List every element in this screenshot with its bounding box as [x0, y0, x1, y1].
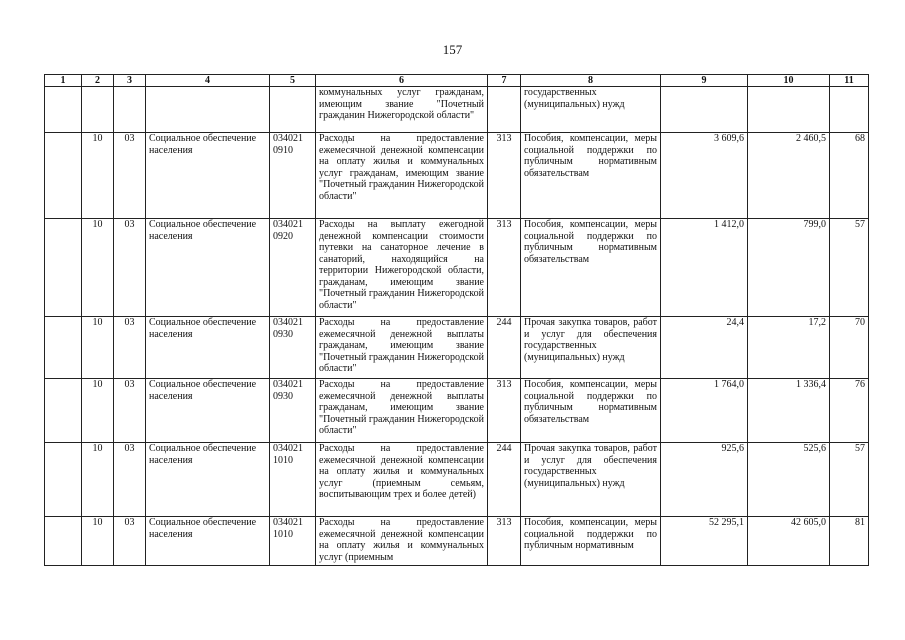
cell-subsection [114, 87, 146, 133]
col-header-4: 4 [146, 75, 270, 87]
cell-target-code: 034021 0930 [270, 379, 316, 443]
cell-section: 10 [82, 133, 114, 219]
cell-description: Расходы на предоставление ежемесячной денежной выплаты гражданам, имеющим звание "Почетный гражданин Нижегородской области" [316, 317, 488, 379]
table-row [45, 443, 869, 517]
cell-expense-type [488, 87, 521, 133]
cell-section-name: Социальное обеспечение населения [146, 133, 270, 219]
cell-c1 [45, 443, 82, 517]
cell-planned: 3 609,6 [661, 133, 748, 219]
budget-table [44, 74, 869, 566]
col-header-1: 1 [45, 75, 82, 87]
cell-expense-type: 244 [488, 317, 521, 379]
cell-actual: 525,6 [748, 443, 830, 517]
table-row [45, 517, 869, 566]
cell-section: 10 [82, 517, 114, 566]
cell-description: коммунальных услуг гражданам, имеющим звание "Почетный гражданин Нижегородской области" [316, 87, 488, 133]
cell-subsection: 03 [114, 379, 146, 443]
cell-expense-name: Пособия, компенсации, меры социальной поддержки по публичным нормативным [521, 517, 661, 566]
col-header-3: 3 [114, 75, 146, 87]
table-row [45, 87, 869, 133]
table-row [45, 317, 869, 379]
cell-section: 10 [82, 317, 114, 379]
cell-expense-name: Пособия, компенсации, меры социальной поддержки по публичным нормативным обязательствам [521, 133, 661, 219]
cell-section-name [146, 87, 270, 133]
col-header-7: 7 [488, 75, 521, 87]
cell-percent: 57 [830, 219, 869, 317]
cell-percent: 76 [830, 379, 869, 443]
cell-actual: 2 460,5 [748, 133, 830, 219]
cell-c1 [45, 379, 82, 443]
cell-percent: 57 [830, 443, 869, 517]
col-header-8: 8 [521, 75, 661, 87]
cell-planned: 1 764,0 [661, 379, 748, 443]
cell-description: Расходы на предоставление ежемесячной денежной выплаты гражданам, имеющим звание "Почетный гражданин Нижегородской области" [316, 379, 488, 443]
cell-subsection: 03 [114, 443, 146, 517]
cell-section: 10 [82, 443, 114, 517]
cell-planned [661, 87, 748, 133]
cell-percent: 70 [830, 317, 869, 379]
cell-description: Расходы на предоставление ежемесячной денежной компенсации на оплату жилья и коммунальных услуг (приемным семьям, воспитывающим трех и более детей) [316, 443, 488, 517]
cell-section-name: Социальное обеспечение населения [146, 443, 270, 517]
cell-c1 [45, 133, 82, 219]
cell-expense-type: 313 [488, 219, 521, 317]
cell-percent: 68 [830, 133, 869, 219]
cell-actual: 42 605,0 [748, 517, 830, 566]
table-row [45, 219, 869, 317]
cell-c1 [45, 517, 82, 566]
cell-description: Расходы на выплату ежегодной денежной компенсации стоимости путевки на санаторное лечение в санаторий, находящийся на территории Нижегородской области, гражданам, имеющим звание "Почетный гражданин Нижегородской области" [316, 219, 488, 317]
cell-expense-name: Прочая закупка товаров, работ и услуг для обеспечения государственных (муниципальных) нужд [521, 317, 661, 379]
cell-expense-type: 313 [488, 517, 521, 566]
col-header-2: 2 [82, 75, 114, 87]
cell-target-code: 034021 0930 [270, 317, 316, 379]
cell-section-name: Социальное обеспечение населения [146, 517, 270, 566]
cell-target-code [270, 87, 316, 133]
cell-target-code: 034021 1010 [270, 517, 316, 566]
cell-expense-type: 313 [488, 379, 521, 443]
cell-planned: 1 412,0 [661, 219, 748, 317]
cell-target-code: 034021 0920 [270, 219, 316, 317]
cell-section: 10 [82, 219, 114, 317]
header-row [45, 75, 869, 87]
cell-planned: 24,4 [661, 317, 748, 379]
cell-actual [748, 87, 830, 133]
cell-target-code: 034021 1010 [270, 443, 316, 517]
table-row [45, 379, 869, 443]
cell-c1 [45, 87, 82, 133]
col-header-5: 5 [270, 75, 316, 87]
cell-target-code: 034021 0910 [270, 133, 316, 219]
cell-c1 [45, 317, 82, 379]
cell-expense-name: Пособия, компенсации, меры социальной поддержки по публичным нормативным обязательствам [521, 219, 661, 317]
cell-percent [830, 87, 869, 133]
cell-subsection: 03 [114, 219, 146, 317]
page-number: 157 [442, 42, 463, 57]
cell-expense-name: Пособия, компенсации, меры социальной поддержки по публичным нормативным обязательствам [521, 379, 661, 443]
cell-description: Расходы на предоставление ежемесячной денежной компенсации на оплату жилья и коммунальных услуг (приемным [316, 517, 488, 566]
cell-section-name: Социальное обеспечение населения [146, 379, 270, 443]
cell-section [82, 87, 114, 133]
col-header-6: 6 [316, 75, 488, 87]
cell-subsection: 03 [114, 517, 146, 566]
col-header-11: 11 [830, 75, 869, 87]
cell-actual: 799,0 [748, 219, 830, 317]
cell-planned: 925,6 [661, 443, 748, 517]
cell-section-name: Социальное обеспечение населения [146, 317, 270, 379]
cell-expense-name: Прочая закупка товаров, работ и услуг для обеспечения государственных (муниципальных) нужд [521, 443, 661, 517]
cell-section: 10 [82, 379, 114, 443]
cell-expense-type: 313 [488, 133, 521, 219]
cell-subsection: 03 [114, 133, 146, 219]
cell-percent: 81 [830, 517, 869, 566]
cell-expense-name: государственных (муниципальных) нужд [521, 87, 661, 133]
cell-subsection: 03 [114, 317, 146, 379]
cell-actual: 17,2 [748, 317, 830, 379]
cell-expense-type: 244 [488, 443, 521, 517]
col-header-9: 9 [661, 75, 748, 87]
cell-c1 [45, 219, 82, 317]
cell-planned: 52 295,1 [661, 517, 748, 566]
cell-description: Расходы на предоставление ежемесячной денежной компенсации на оплату жилья и коммунальных услуг гражданам, имеющим звание "Почетный гражданин Нижегородской области" [316, 133, 488, 219]
cell-section-name: Социальное обеспечение населения [146, 219, 270, 317]
col-header-10: 10 [748, 75, 830, 87]
cell-actual: 1 336,4 [748, 379, 830, 443]
table-row [45, 133, 869, 219]
